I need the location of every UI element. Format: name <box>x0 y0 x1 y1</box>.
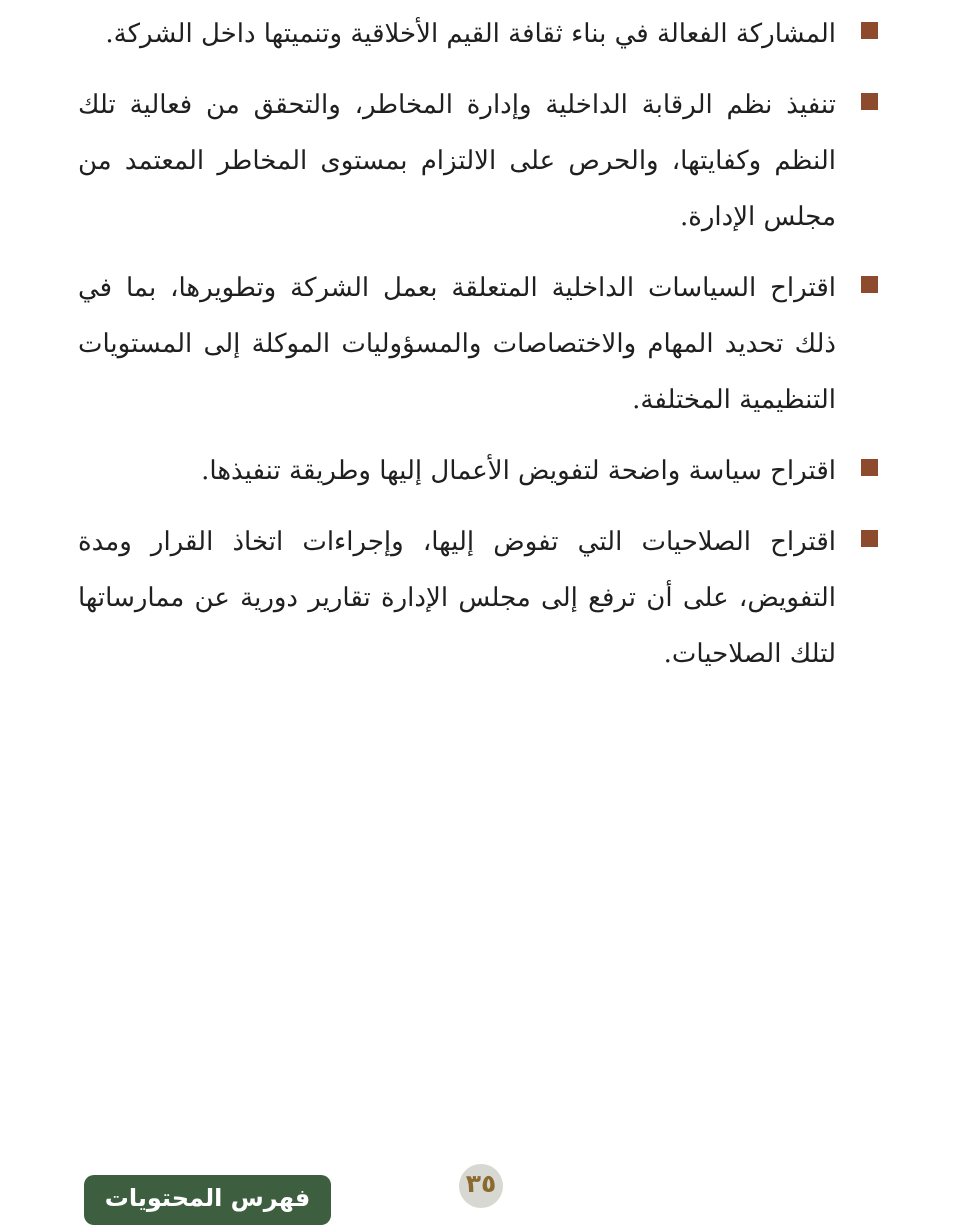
list-item-text: اقتراح السياسات الداخلية المتعلقة بعمل الشركة وتطويرها، بما في ذلك تحديد المهام والاختصاصات والمسؤوليات الموكلة إلى المستويات التنظيمية المختلفة. <box>78 273 836 415</box>
list-item-text: اقتراح الصلاحيات التي تفوض إليها، وإجراءات اتخاذ القرار ومدة التفويض، على أن ترفع إلى مجلس الإدارة تقارير دورية عن ممارساتها لتلك الصلاحيات. <box>78 527 836 669</box>
list-item <box>78 6 878 62</box>
square-bullet-icon <box>861 459 878 476</box>
list-item <box>78 514 878 682</box>
square-bullet-icon <box>861 93 878 110</box>
list-item-text: تنفيذ نظم الرقابة الداخلية وإدارة المخاطر، والتحقق من فعالية تلك النظم وكفايتها، والحرص على الالتزام بمستوى المخاطر المعتمد من مجلس الإدارة. <box>78 90 836 232</box>
list-item-text: المشاركة الفعالة في بناء ثقافة القيم الأخلاقية وتنميتها داخل الشركة. <box>105 19 836 49</box>
square-bullet-icon <box>861 22 878 39</box>
square-bullet-icon <box>861 276 878 293</box>
table-of-contents-button[interactable]: فهرس المحتويات <box>84 1175 331 1225</box>
list-item <box>78 260 878 428</box>
list-item <box>78 443 878 499</box>
bullet-list <box>78 6 878 697</box>
page-number-badge: ٣٥ <box>459 1164 503 1208</box>
list-item <box>78 77 878 245</box>
list-item-text: اقتراح سياسة واضحة لتفويض الأعمال إليها وطريقة تنفيذها. <box>201 456 836 486</box>
square-bullet-icon <box>861 530 878 547</box>
